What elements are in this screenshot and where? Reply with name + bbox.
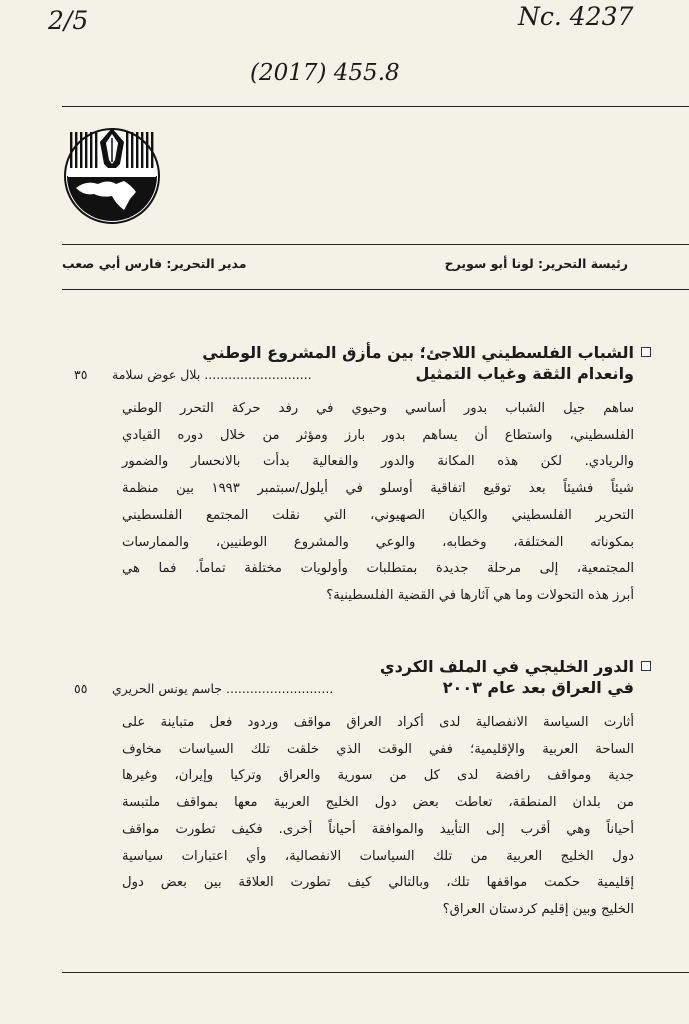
- abstract-line: الساحة العربية والإقليمية؛ ففي الوقت الذي خلقت تلك السياسات مخاوف: [122, 741, 634, 757]
- abstract-line: أحياناً وهي أقرب إلى التأييد والموافقة أحياناً أخرى. فكيف تطورت مواقف: [122, 821, 634, 837]
- abstract-line: أثارت السياسة الانفصالية لدى أكراد العراق مواقف وردود فعل متباينة على: [122, 715, 634, 730]
- article-page-number: ٣٥: [74, 367, 88, 382]
- article-title: الشباب الفلسطيني اللاجئ؛ بين مأزق المشروع الوطني: [202, 343, 634, 362]
- abstract-line: ساهم جيل الشباب بدور أساسي وحيوي في رفد حركة التحرر الوطني: [122, 401, 634, 416]
- handwritten-page-mark: 2/5: [48, 6, 89, 35]
- article-entry: [62, 342, 634, 610]
- abstract-line: والريادي. لكن هذه المكانة والدور والفعالية بدأت بالانحسار والضمور: [122, 454, 634, 470]
- abstract-line: المجتمعية، إلى مرحلة جديدة بمتطلبات وأولويات مختلفة تماماً. فما هي: [122, 561, 634, 577]
- checkbox-square-icon: [641, 347, 651, 357]
- handwritten-catalog-number: Nc. 4237: [518, 2, 634, 31]
- journal-logo: [62, 124, 164, 224]
- staff-top-divider: [62, 244, 689, 245]
- article-title: الدور الخليجي في الملف الكردي: [379, 657, 634, 676]
- article-entry: [62, 656, 634, 924]
- article-author: ........................... بلال عوض سلامة: [112, 367, 312, 382]
- article-abstract: [122, 710, 634, 924]
- abstract-line: الفلسطيني، واستطاع أن يساهم بدور بارز ومؤثر من خلال دوره القيادي: [122, 427, 634, 443]
- abstract-line: أبرز هذه التحولات وما هي آثارها في القضية الفلسطينية؟: [326, 587, 634, 603]
- abstract-line: دول الخليج العربية من تلك السياسات الانفصالية، وأي اعتبارات سياسية: [122, 848, 634, 864]
- checkbox-square-icon: [641, 661, 651, 671]
- article-page-number: ٥٥: [74, 681, 88, 696]
- staff-bottom-divider: [62, 289, 689, 290]
- abstract-line: بمكوناته المختلفة، وخطابه، والوعي والمشروع الوطنيين، والممارسات: [122, 534, 634, 550]
- handwritten-issue-note: (2017) 455.8: [250, 60, 400, 86]
- abstract-line: إقليمية حكمت مواقفها تلك، وبالتالي كيف تطورت العلاقة بين بعض دول: [122, 875, 634, 891]
- article-author: ........................... جاسم يونس الحريري: [112, 681, 334, 696]
- article-title-continued: وانعدام الثقة وغياب التمثيل: [415, 364, 634, 383]
- abstract-line: التحرير الفلسطيني والكيان الصهيوني، التي نقلت المجتمع الفلسطيني: [122, 507, 634, 523]
- abstract-line: شيئاً فشيئاً بعد توقيع اتفاقية أوسلو في أيلول/سبتمبر ١٩٩٣ بين منظمة: [122, 481, 634, 497]
- article-abstract: [122, 396, 634, 610]
- editor-in-chief: رئيسة التحرير: لونا أبو سويرح: [444, 256, 628, 271]
- article-title-continued: في العراق بعد عام ٢٠٠٣: [442, 678, 634, 697]
- abstract-line: من بلدان المنطقة، تعاطت بعض دول الخليج العربية معها بمواقف ملتبسة: [122, 795, 634, 811]
- managing-editor: مدير التحرير: فارس أبي صعب: [62, 256, 247, 271]
- journal-logo-icon: [62, 124, 164, 224]
- abstract-line: الخليج وبين إقليم كردستان العراق؟: [442, 901, 634, 917]
- bottom-divider: [62, 972, 689, 973]
- abstract-line: جدية ومواقف رافضة لدى كل من سورية والعراق وتركيا وإيران، وغيرها: [122, 768, 634, 784]
- top-divider: [62, 106, 689, 107]
